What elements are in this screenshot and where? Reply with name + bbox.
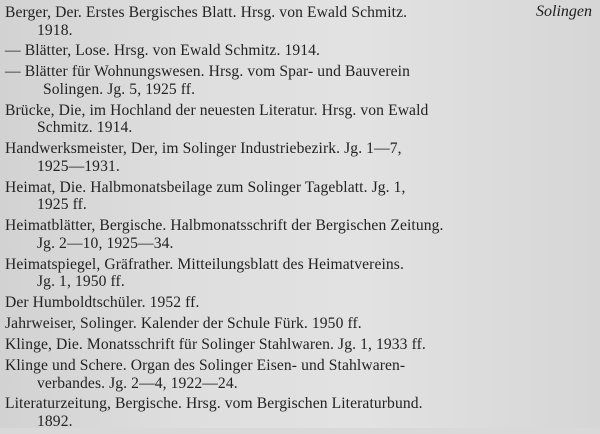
- entry-line: Jahrweiser, Solinger. Kalender der Schule Fürk. 1950 ff.: [5, 315, 362, 333]
- bibliography-entry: [5, 256, 525, 291]
- bibliography-entry: [5, 42, 525, 60]
- bibliography-entry: [5, 217, 525, 252]
- entry-continuation: verbandes. Jg. 2—4, 1922—24.: [37, 374, 238, 392]
- bibliography-entry: [5, 179, 525, 214]
- entry-continuation: 1918.: [37, 21, 73, 39]
- bibliography-list: [5, 4, 525, 434]
- bibliography-entry: [5, 63, 525, 98]
- entry-line: Berger, Der. Erstes Bergisches Blatt. Hrsg. von Ewald Schmitz.: [5, 4, 408, 21]
- bibliography-entry: [5, 140, 525, 175]
- entry-line: — Blätter, Lose. Hrsg. von Ewald Schmitz. 1914.: [5, 42, 321, 60]
- running-head-place: Solingen: [536, 3, 592, 20]
- bibliography-entry: [5, 395, 525, 430]
- bibliography-entry: [5, 357, 525, 392]
- entry-continuation: Schmitz. 1914.: [37, 119, 133, 137]
- entry-line: Brücke, Die, im Hochland der neuesten Literatur. Hrsg. von Ewald: [5, 101, 429, 119]
- bibliography-entry: [5, 102, 525, 137]
- entry-continuation: Jg. 1, 1950 ff.: [37, 273, 125, 291]
- entry-continuation: Jg. 2—10, 1925—34.: [37, 234, 174, 252]
- entry-continuation: 1925—1931.: [37, 157, 120, 175]
- entry-continuation: 1892.: [37, 413, 73, 431]
- bibliography-entry: [5, 315, 525, 333]
- entry-line: Heimatspiegel, Gräfrather. Mitteilungsblatt des Heimatvereins.: [5, 255, 404, 273]
- bibliography-entry: [5, 336, 525, 354]
- entry-line: Literaturzeitung, Bergische. Hrsg. vom Bergischen Literaturbund.: [5, 395, 423, 413]
- entry-line: Klinge und Schere. Organ des Solinger Eisen- und Stahlwaren-: [5, 356, 406, 374]
- entry-line: — Blätter für Wohnungswesen. Hrsg. vom Spar- und Bauverein: [5, 63, 410, 81]
- entry-line: Heimat, Die. Halbmonatsbeilage zum Solinger Tageblatt. Jg. 1,: [5, 178, 406, 196]
- entry-line: Handwerksmeister, Der, im Solinger Industriebezirk. Jg. 1—7,: [5, 140, 402, 158]
- entry-line: Der Humboldtschüler. 1952 ff.: [5, 294, 200, 312]
- bibliography-entry: [5, 4, 525, 39]
- entry-continuation: 1925 ff.: [37, 196, 87, 214]
- entry-line: Klinge, Die. Monatsschrift für Solinger Stahlwaren. Jg. 1, 1933 ff.: [5, 336, 426, 354]
- entry-continuation: Solingen. Jg. 5, 1925 ff.: [43, 80, 196, 98]
- bibliography-entry: [5, 294, 525, 312]
- entry-line: Heimatblätter, Bergische. Halbmonatsschrift der Bergischen Zeitung.: [5, 217, 444, 235]
